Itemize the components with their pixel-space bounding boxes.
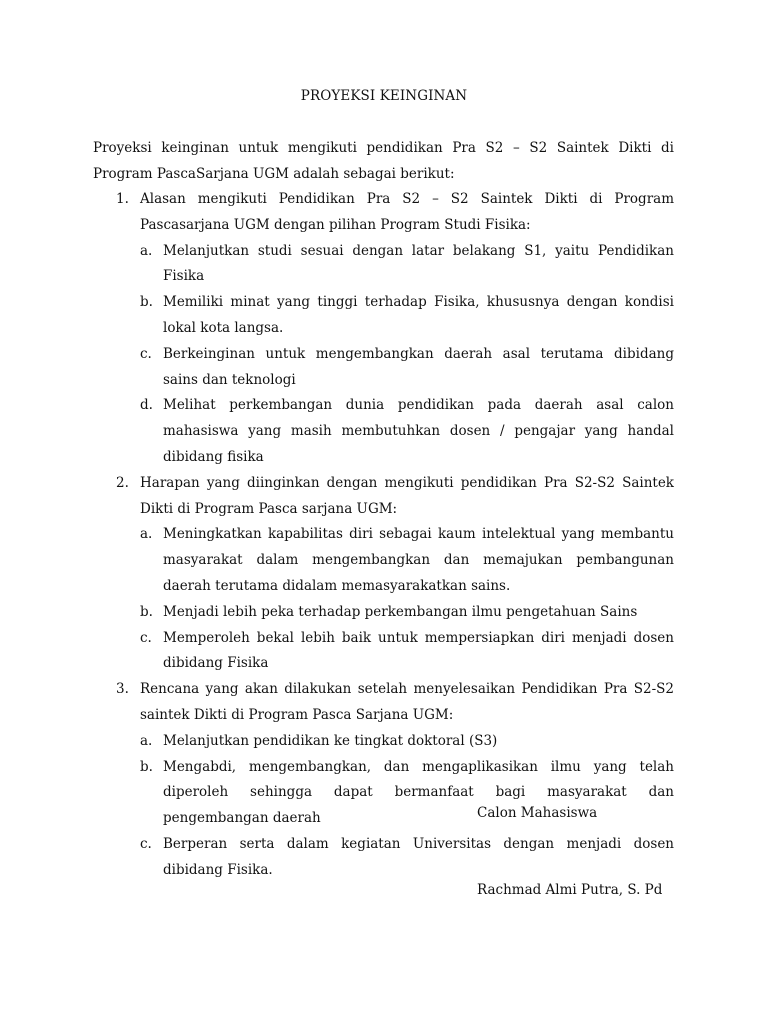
sub-item-text: Memperoleh bekal lebih baik untuk mempersiapkan diri menjadi dosen dibidang Fisika [163, 629, 674, 672]
list-item-2 [93, 471, 674, 523]
signature-role: Calon Mahasiswa [477, 805, 598, 821]
numbered-list [93, 187, 674, 884]
sub-item-letter: a. [140, 526, 153, 543]
item-text: Harapan yang diinginkan dengan mengikuti pendidikan Pra S2-S2 Saintek Dikti di Program Pasca sarjana UGM: [140, 474, 674, 517]
intro-paragraph: Proyeksi keinginan untuk mengikuti pendidikan Pra S2 – S2 Saintek Dikti di Program PascaSarjana UGM adalah sebagai berikut: [93, 140, 674, 182]
sub-item-letter: b. [140, 758, 153, 775]
item-text: Rencana yang akan dilakukan setelah menyelesaikan Pendidikan Pra S2-S2 saintek Dikti di Program Pasca Sarjana UGM: [140, 681, 674, 723]
list-item-1 [93, 187, 674, 239]
sub-item-1d [93, 393, 674, 470]
document-title: PROYEKSI KEINGINAN [300, 88, 468, 104]
sub-item-text: Melanjutkan pendidikan ke tingkat doktoral (S3) [163, 732, 498, 749]
sub-item-2c [93, 626, 674, 678]
sub-item-text: Memiliki minat yang tinggi terhadap Fisika, khususnya dengan kondisi lokal kota langsa. [163, 294, 674, 336]
sub-item-text: Melihat perkembangan dunia pendidikan pada daerah asal calon mahasiswa yang masih membutuhkan dosen / pengajar yang handal dibidang fisika [163, 397, 674, 465]
sub-item-letter: d. [140, 397, 153, 414]
sub-item-letter: c. [140, 629, 152, 646]
sub-item-1c [93, 342, 674, 394]
sub-item-text: Menjadi lebih peka terhadap perkembangan ilmu pengetahuan Sains [163, 603, 638, 620]
sub-item-1a [93, 239, 674, 291]
item-number: 1. [116, 191, 129, 207]
item-number: 3. [116, 681, 129, 698]
item-number: 2. [116, 474, 129, 491]
sub-item-letter: a. [140, 732, 153, 749]
sub-item-2a [93, 522, 674, 599]
item-text: Alasan mengikuti Pendidikan Pra S2 – S2 Saintek Dikti di Program Pascasarjana UGM dengan pilihan Program Studi Fisika: [140, 191, 674, 233]
sub-item-2b [93, 600, 674, 626]
sub-item-text: Mengabdi, mengembangkan, dan mengaplikasikan ilmu yang telah diperoleh sehingga dapat bermanfaat bagi masyarakat dan pengembangan daerah [163, 758, 674, 827]
sub-item-letter: c. [140, 345, 152, 362]
signature-name: Rachmad Almi Putra, S. Pd [477, 882, 663, 898]
sub-item-letter: b. [140, 603, 153, 620]
sub-item-text: Melanjutkan studi sesuai dengan latar belakang S1, yaitu Pendidikan Fisika [163, 242, 674, 285]
sub-item-text: Berkeinginan untuk mengembangkan daerah asal terutama dibidang sains dan teknologi [163, 345, 674, 388]
sub-item-3c [93, 832, 674, 884]
sub-item-letter: c. [140, 835, 152, 852]
sub-item-letter: a. [140, 242, 153, 259]
list-item-3 [93, 677, 674, 729]
sub-item-3a [93, 729, 674, 755]
sub-item-text: Berperan serta dalam kegiatan Universitas dengan menjadi dosen dibidang Fisika. [163, 835, 674, 878]
sub-item-letter: b. [140, 294, 153, 311]
sub-item-1b [93, 290, 674, 342]
sub-item-text: Meningkatkan kapabilitas diri sebagai kaum intelektual yang membantu masyarakat dalam mengembangkan dan memajukan pembangunan daerah terutama didalam memasyarakatkan sains. [163, 526, 674, 594]
